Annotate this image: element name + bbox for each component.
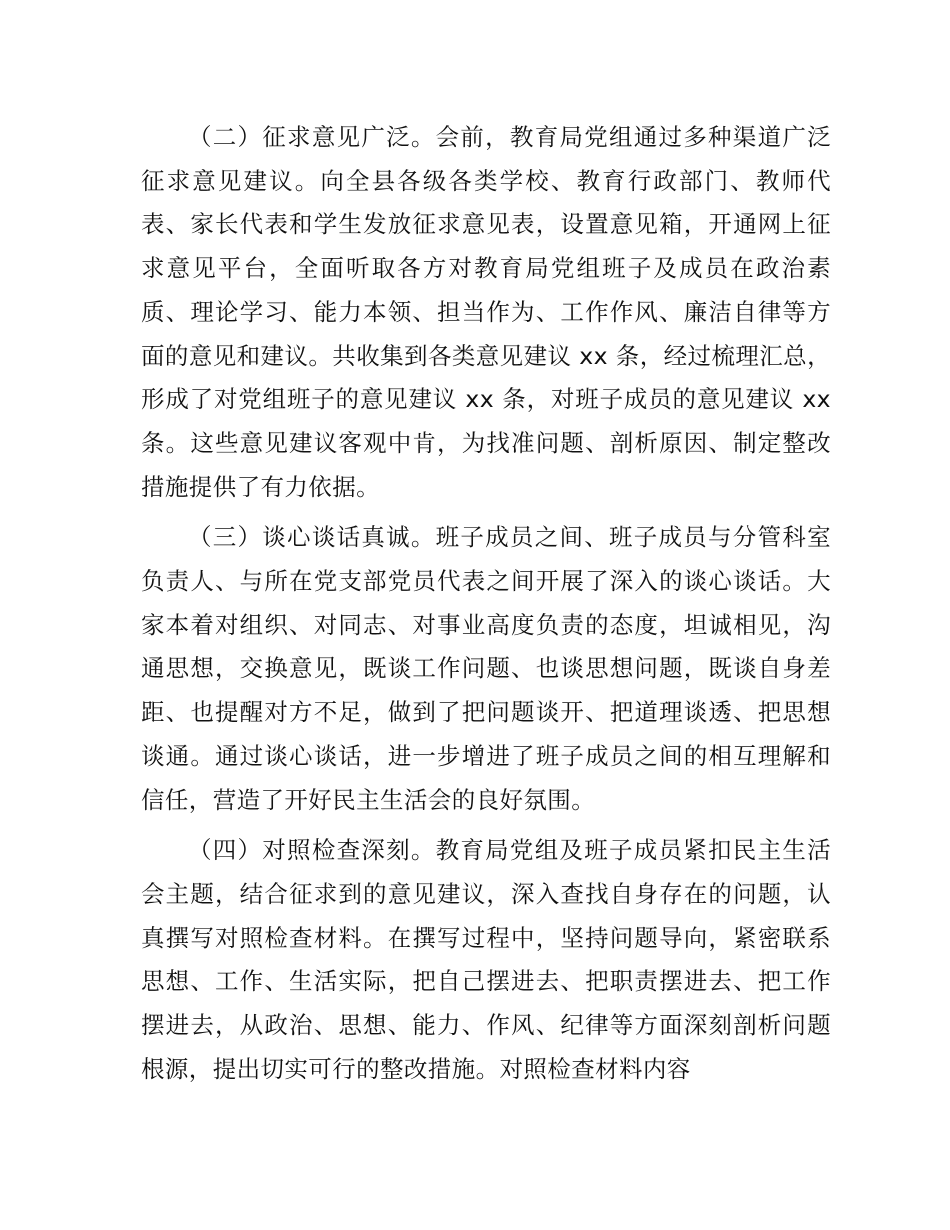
document-body (141, 116, 831, 1098)
paragraph-heart-to-heart-talks: （三）谈心谈话真诚。班子成员之间、班子成员与分管科室负责人、与所在党支部党员代表之间开展了深入的谈心谈话。大家本着对组织、对同志、对事业高度负责的态度，坦诚相见，沟通思想，交换意见，既谈工作问题、也谈思想问题，既谈自身差距、也提醒对方不足，做到了把问题谈开、把道理谈透、把思想谈通。通过谈心谈话，进一步增进了班子成员之间的相互理解和信任，营造了开好民主生活会的良好氛围。 (141, 523, 831, 814)
paragraph-self-examination: （四）对照检查深刻。教育局党组及班子成员紧扣民主生活会主题，结合征求到的意见建议，深入查找自身存在的问题，认真撰写对照检查材料。在撰写过程中，坚持问题导向，紧密联系思想、工作、生活实际，把自己摆进去、把职责摆进去、把工作摆进去，从政治、思想、能力、作风、纪律等方面深刻剖析问题根源，提出切实可行的整改措施。对照检查材料内容 (141, 836, 831, 1083)
paragraph-opinion-solicitation: （二）征求意见广泛。会前，教育局党组通过多种渠道广泛征求意见建议。向全县各级各类学校、教育行政部门、教师代表、家长代表和学生发放征求意见表，设置意见箱，开通网上征求意见平台，全面听取各方对教育局党组班子及成员在政治素质、理论学习、能力本领、担当作为、工作作风、廉洁自律等方面的意见和建议。共收集到各类意见建议 xx 条，经过梳理汇总，形成了对党组班子的意见建议 xx 条，对班子成员的意见建议 xx 条。这些意见建议客观中肯，为找准问题、剖析原因、制定整改措施提供了有力依据。 (141, 123, 831, 501)
